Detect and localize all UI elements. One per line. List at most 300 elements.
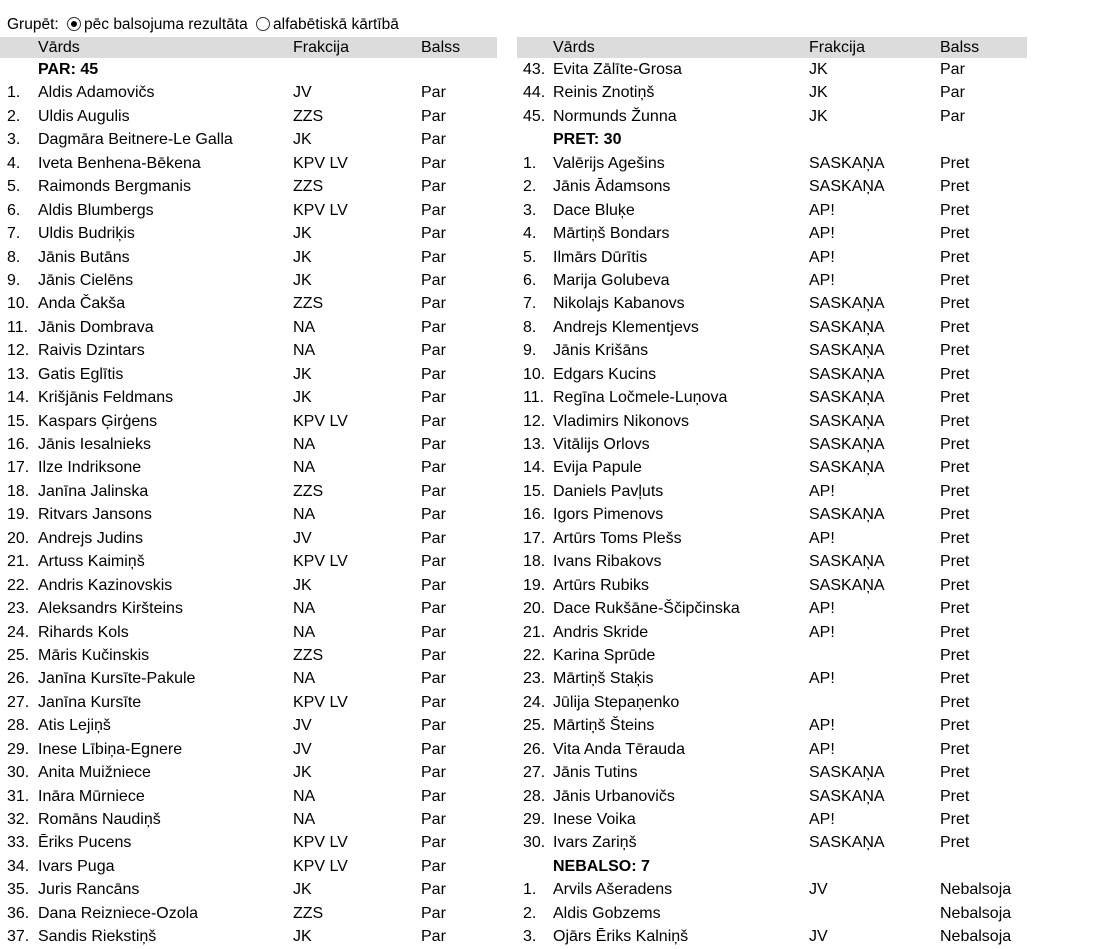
row-number: 11. [523,389,545,407]
row-number: 26. [7,670,30,688]
member-name: Artūrs Toms Plešs [553,529,682,547]
member-row [517,456,1027,479]
member-vote: Pret [940,811,970,828]
member-vote: Pret [940,740,970,758]
member-vote: Par [421,459,446,477]
member-name: Jānis Butāns [38,248,130,266]
row-number: 14. [523,459,546,477]
grouping-label: Grupēt: [7,16,59,33]
member-row [0,480,497,503]
member-vote: Par [421,131,446,149]
row-number: 34. [7,857,30,875]
radio-alphabetical[interactable] [256,17,270,31]
row-number: 30. [523,834,546,852]
member-row [517,386,1027,409]
member-name: Iveta Benhena-Bēkena [38,154,201,172]
row-number: 5. [523,248,537,266]
member-faction: JK [293,389,312,407]
member-name: Romāns Naudiņš [38,811,161,828]
member-name: Uldis Budriķis [38,225,135,243]
member-vote: Nebalsoja [940,881,1012,899]
row-number: 15. [523,482,546,500]
member-name: Ivars Zariņš [553,834,637,852]
member-vote: Pret [940,529,970,547]
member-name: Ilmārs Dūrītis [553,248,648,266]
member-row [517,433,1027,456]
member-row [517,152,1027,175]
member-name: Ēriks Pucens [38,834,132,852]
member-vote: Par [421,248,446,266]
member-faction: SASKAŅA [809,365,885,383]
member-row [0,410,497,433]
member-row [0,644,497,667]
row-number: 2. [523,904,537,922]
member-faction: NA [293,459,316,477]
member-name: Inese Lībiņa-Egnere [38,740,183,758]
member-vote: Par [421,740,446,758]
member-name: Evija Papule [553,459,642,477]
member-vote: Par [421,693,446,711]
member-faction: JV [809,928,828,946]
member-name: Andrejs Judins [38,529,143,547]
member-row [0,831,497,854]
row-number: 14. [7,389,30,407]
member-faction: AP! [809,225,835,243]
member-faction: JK [809,84,828,102]
member-faction: AP! [809,740,835,758]
member-row [517,269,1027,292]
member-row [517,667,1027,690]
member-vote: Pret [940,389,970,407]
member-name: Nikolajs Kabanovs [553,295,685,313]
member-vote: Par [421,201,446,219]
member-vote: Pret [940,482,970,500]
member-faction: KPV LV [293,201,348,219]
member-faction: JK [293,881,312,899]
member-vote: Par [421,764,446,782]
member-vote: Par [421,670,446,688]
member-faction: JV [809,881,828,899]
member-row [0,667,497,690]
member-name: Artuss Kaimiņš [38,553,145,571]
member-row [0,386,497,409]
member-name: Raimonds Bergmanis [38,178,191,196]
member-faction: SASKAŅA [809,764,885,782]
results-column-left [0,37,497,949]
member-name: Jānis Ādamsons [553,178,671,196]
member-vote: Nebalsoja [940,928,1012,946]
member-row [0,785,497,808]
member-vote: Par [421,389,446,407]
member-vote: Pret [940,271,970,289]
member-vote: Par [421,600,446,618]
member-row [517,199,1027,222]
member-row [517,831,1027,854]
member-vote: Par [421,928,446,946]
member-name: Jānis Iesalnieks [38,436,151,453]
member-name: Marija Golubeva [553,271,670,289]
member-name: Mārtiņš Bondars [553,225,670,243]
member-name: Inese Voika [553,811,636,828]
member-name: Kaspars Ģirģens [38,412,158,430]
member-vote: Par [421,553,446,571]
member-name: Sandis Riekstiņš [38,928,157,946]
member-row [0,456,497,479]
member-vote: Par [421,412,446,430]
member-row [517,550,1027,573]
header-name: Vārds [38,39,80,56]
member-faction: JK [293,271,312,289]
member-faction: SASKAŅA [809,436,885,453]
row-number: 22. [523,646,546,664]
member-row [0,316,497,339]
member-name: Ilze Indriksone [38,459,142,477]
member-row [517,222,1027,245]
row-number: 28. [523,787,546,805]
row-number: 10. [523,365,546,383]
row-number: 32. [7,811,30,828]
header-faction: Frakcija [809,39,866,56]
member-name: Atis Lejiņš [38,717,111,735]
member-row [517,339,1027,362]
member-row [517,902,1027,925]
member-vote: Pret [940,600,970,618]
member-row [517,480,1027,503]
member-name: Andrejs Klementjevs [553,318,699,336]
row-number: 4. [523,225,537,243]
member-vote: Pret [940,412,970,430]
member-name: Jūlija Stepaņenko [553,693,680,711]
member-name: Aldis Gobzems [553,904,661,922]
member-row [517,738,1027,761]
row-number: 13. [523,436,546,453]
member-vote: Pret [940,670,970,688]
member-row [517,175,1027,198]
member-vote: Pret [940,834,970,852]
row-number: 2. [7,107,21,125]
member-row [517,503,1027,526]
member-vote: Pret [940,365,970,383]
header-vote: Balss [940,39,980,56]
member-vote: Par [940,61,965,78]
row-number: 18. [523,553,546,571]
member-vote: Par [421,318,446,336]
row-number: 33. [7,834,30,852]
row-number: 12. [523,412,546,430]
member-row [517,714,1027,737]
member-name: Dace Bluķe [553,201,635,219]
member-faction: KPV LV [293,857,348,875]
member-row [0,199,497,222]
grouping-selector [7,13,399,37]
member-row [0,902,497,925]
member-row [0,339,497,362]
member-vote: Par [421,811,446,828]
row-number: 6. [523,271,537,289]
member-name: Juris Rancāns [38,881,140,899]
member-faction: JK [293,248,312,266]
member-row [517,410,1027,433]
member-faction: SASKAŅA [809,787,885,805]
member-faction: NA [293,506,316,524]
member-faction: KPV LV [293,693,348,711]
row-number: 36. [7,904,30,922]
member-row [0,574,497,597]
row-number: 30. [7,764,30,782]
row-number: 27. [7,693,30,711]
row-number: 28. [7,717,30,735]
radio-by-result[interactable] [67,17,81,31]
member-faction: JK [293,764,312,782]
member-name: Ivars Puga [38,857,115,875]
member-vote: Par [421,295,446,313]
member-faction: SASKAŅA [809,342,885,360]
member-faction: JK [293,576,312,594]
member-name: Mārtiņš Šteins [553,717,655,735]
member-vote: Par [421,342,446,360]
member-vote: Pret [940,201,970,219]
row-number: 35. [7,881,30,899]
member-faction: SASKAŅA [809,506,885,524]
member-row [0,152,497,175]
row-number: 2. [523,178,537,196]
row-number: 1. [523,881,537,899]
member-name: Jānis Krišāns [553,342,649,360]
row-number: 1. [7,84,21,102]
member-faction: JK [809,107,828,125]
member-row [517,808,1027,831]
member-vote: Pret [940,646,970,664]
member-name: Māris Kučinskis [38,646,150,664]
member-name: Anita Muižniece [38,764,151,782]
member-faction: AP! [809,248,835,266]
member-vote: Par [421,84,446,102]
member-faction: AP! [809,717,835,735]
group-heading-row [517,128,1027,151]
member-faction: SASKAŅA [809,154,885,172]
member-name: Jānis Urbanovičs [553,787,675,805]
member-row [517,761,1027,784]
member-name: Jānis Tutins [553,764,638,782]
member-vote: Par [421,834,446,852]
member-vote: Pret [940,436,970,453]
row-number: 25. [7,646,30,664]
member-name: Janīna Kursīte [38,693,142,711]
member-faction: SASKAŅA [809,553,885,571]
member-faction: JK [293,225,312,243]
member-name: Vitālijs Orlovs [553,436,650,453]
member-row [0,363,497,386]
row-number: 12. [7,342,30,360]
member-row [0,81,497,104]
member-vote: Par [421,857,446,875]
member-vote: Pret [940,154,970,172]
member-name: Igors Pimenovs [553,506,664,524]
member-name: Edgars Kucins [553,365,657,383]
row-number: 45. [523,107,546,125]
member-name: Uldis Augulis [38,107,130,125]
row-number: 27. [523,764,546,782]
radio-by-result-label[interactable]: pēc balsojuma rezultāta [84,16,248,33]
member-faction: JK [809,61,828,78]
member-faction: AP! [809,670,835,688]
member-row [517,363,1027,386]
member-vote: Pret [940,576,970,594]
row-number: 25. [523,717,546,735]
row-number: 31. [7,787,30,805]
member-vote: Pret [940,225,970,243]
row-number: 7. [7,225,21,243]
radio-alphabetical-label[interactable]: alfabētiskā kārtībā [273,16,399,33]
row-number: 17. [523,529,546,547]
header-vote: Balss [421,39,461,56]
row-number: 19. [523,576,546,594]
member-name: Vita Anda Tērauda [553,740,685,758]
member-name: Ināra Mūrniece [38,787,145,805]
member-faction: AP! [809,482,835,500]
member-faction: SASKAŅA [809,834,885,852]
member-name: Janīna Kursīte-Pakule [38,670,196,688]
member-name: Valērijs Agešins [553,154,665,172]
member-faction: ZZS [293,904,324,922]
row-number: 22. [7,576,30,594]
member-vote: Pret [940,764,970,782]
row-number: 9. [523,342,537,360]
column-header [0,37,497,58]
member-faction: NA [293,787,316,805]
member-row [0,222,497,245]
member-vote: Pret [940,178,970,196]
row-number: 15. [7,412,30,430]
row-number: 26. [523,740,546,758]
member-vote: Par [421,623,446,641]
member-row [0,246,497,269]
member-faction: AP! [809,201,835,219]
member-vote: Pret [940,717,970,735]
member-faction: JV [293,529,312,547]
row-number: 18. [7,482,30,500]
member-row [517,316,1027,339]
member-vote: Par [421,365,446,383]
member-name: Artūrs Rubiks [553,576,650,594]
member-vote: Pret [940,248,970,266]
member-vote: Par [940,84,965,102]
row-number: 13. [7,365,30,383]
member-row [0,808,497,831]
member-row [517,597,1027,620]
member-name: Raivis Dzintars [38,342,145,360]
member-faction: ZZS [293,107,324,125]
member-faction: JK [293,928,312,946]
member-faction: JV [293,740,312,758]
member-faction: ZZS [293,482,324,500]
member-vote: Pret [940,342,970,360]
member-vote: Par [421,436,446,453]
row-number: 10. [7,295,30,313]
member-faction: KPV LV [293,553,348,571]
member-vote: Pret [940,295,970,313]
member-vote: Pret [940,553,970,571]
member-faction: AP! [809,623,835,641]
member-row [0,269,497,292]
member-row [0,691,497,714]
member-faction: AP! [809,811,835,828]
member-vote: Pret [940,623,970,641]
row-number: 17. [7,459,30,477]
member-faction: NA [293,600,316,618]
member-name: Normunds Žunna [553,107,677,125]
member-row [517,644,1027,667]
member-name: Ritvars Jansons [38,506,152,524]
member-row [0,128,497,151]
member-row [517,878,1027,901]
member-faction: ZZS [293,646,324,664]
member-faction: NA [293,436,316,453]
row-number: 44. [523,84,546,102]
member-vote: Par [421,576,446,594]
member-faction: SASKAŅA [809,459,885,477]
member-vote: Pret [940,506,970,524]
member-name: Karina Sprūde [553,646,656,664]
member-name: Mārtiņš Staķis [553,670,654,688]
member-row [517,292,1027,315]
member-vote: Par [421,225,446,243]
member-vote: Pret [940,693,970,711]
member-vote: Par [421,271,446,289]
member-vote: Nebalsoja [940,904,1012,922]
group-heading: PRET: 30 [553,131,622,149]
member-name: Ivans Ribakovs [553,553,662,571]
results-column-right [517,37,1027,949]
member-name: Andris Skride [553,623,649,641]
member-name: Reinis Znotiņš [553,84,655,102]
member-row [0,597,497,620]
member-faction: AP! [809,600,835,618]
member-row [517,58,1027,81]
group-heading-row [0,58,497,81]
member-faction: SASKAŅA [809,178,885,196]
member-faction: NA [293,670,316,688]
member-vote: Par [421,529,446,547]
row-number: 24. [523,693,546,711]
member-faction: JV [293,717,312,735]
member-vote: Par [421,107,446,125]
member-name: Dagmāra Beitnere-Le Galla [38,131,233,149]
member-row [517,527,1027,550]
member-row [517,925,1027,948]
member-faction: KPV LV [293,154,348,172]
member-row [517,621,1027,644]
row-number: 23. [7,600,30,618]
member-row [0,527,497,550]
member-row [517,246,1027,269]
member-vote: Pret [940,318,970,336]
member-row [0,714,497,737]
row-number: 29. [523,811,546,828]
member-vote: Par [421,717,446,735]
row-number: 3. [523,201,537,219]
row-number: 9. [7,271,21,289]
group-heading-row [517,855,1027,878]
member-faction: NA [293,318,316,336]
row-number: 24. [7,623,30,641]
row-number: 21. [523,623,546,641]
member-name: Daniels Pavļuts [553,482,664,500]
member-row [0,878,497,901]
member-row [0,175,497,198]
member-row [0,105,497,128]
member-vote: Pret [940,787,970,805]
